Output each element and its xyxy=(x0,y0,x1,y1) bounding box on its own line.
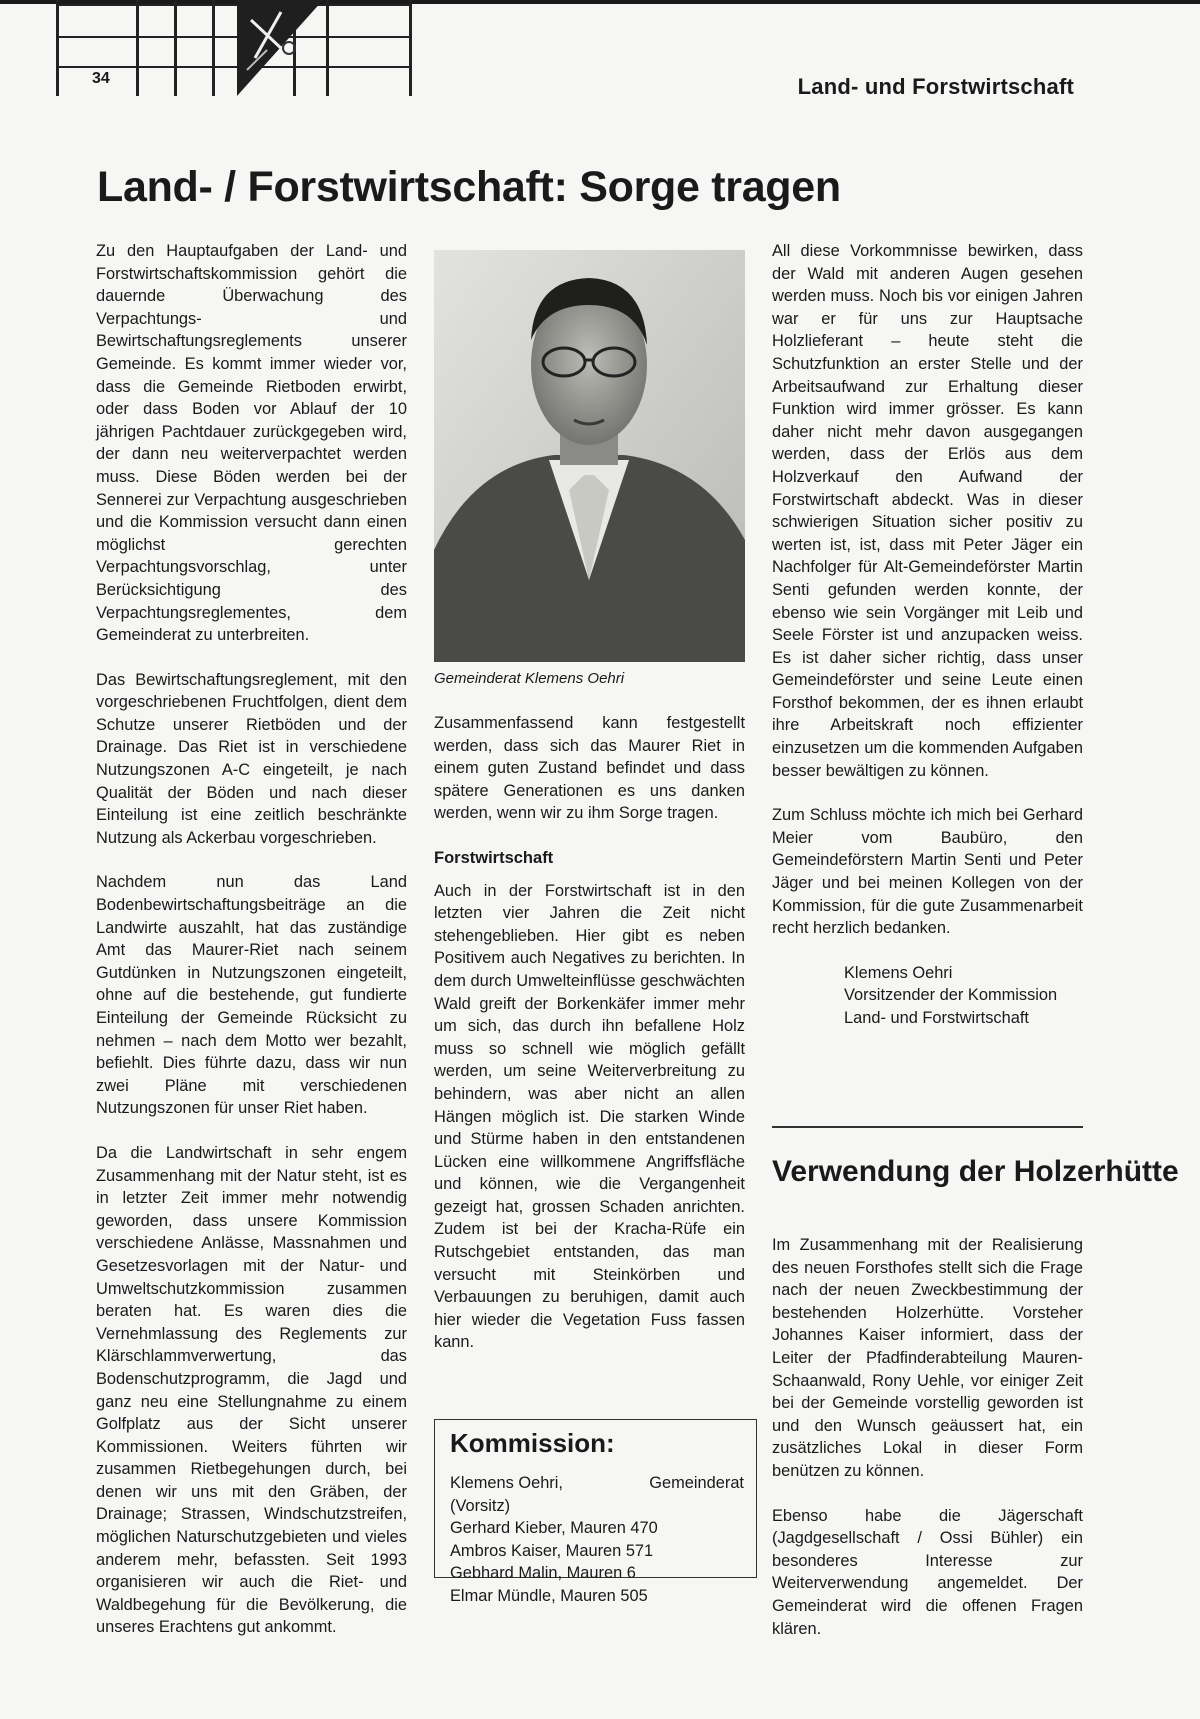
forestry-emblem-icon xyxy=(237,0,323,96)
article-divider xyxy=(772,1126,1083,1128)
article-paragraph: Da die Landwirtschaft in sehr engem Zusammenhang mit der Natur steht, ist es in letzter Zeit immer mehr notwendig geworden, dass unsere Kommission verschiedene Anlässe, Massnahmen und Gesetzesvorlagen mit der Natur- und Umweltschutzkommission zusammen beraten hat. Es waren dies die Vernehmlassung des Reglements zur Klärschlammverwertung, das Bodenschutzprogramm, die Jagd und ganz neu eine Stellungnahme zu einem Golfplatz aus der Sicht unserer Kommissionen. Weiters führten wir zusammen Rietbegehungen durch, bei denen wir uns mit den Gräben, der Drainage; Strassen, Windschutzstreifen, möglichen Naturschutzgebieten und vieles anderem mehr, befassten. Seit 1993 organisieren wir auch die Riet- und Waldbegehung für die Bevölkerung, die unseres Erachtens gut ankommt. xyxy=(96,1143,407,1637)
article-paragraph: Auch in der Forstwirtschaft ist in den letzten vier Jahren die Zeit nicht stehengeblieben. Hier gibt es neben Positivem auch Negatives zu berichten. In dem durch Umwelteinflüsse geschwächten Wald greift der Borkenkäfer immer mehr um sich, das durch ihn befallene Holz muss so schnell wie möglich gefällt werden, um seine Weiterverbreitung zu behindern, was aber nicht an allen Hängen möglich ist. Die starken Winde und Stürme haben in den entstandenen Lücken eine willkommene Angriffsfläche und können, wie die Vergangenheit gezeigt hat, grossen Schaden anrichten. Zudem ist bei der Kracha-Rüfe ein Rutschgebiet entstanden, das man versucht mit Steinkörben und Verbauungen zu beruhigen, damit auch hier wieder die Vegetation Fuss fassen kann. xyxy=(434,881,745,1352)
header-grid-line xyxy=(409,0,412,96)
kommission-member: Gebhard Malin, Mauren 6 xyxy=(450,1564,636,1582)
header-grid-line xyxy=(174,0,177,96)
kommission-member: Ambros Kaiser, Mauren 571 xyxy=(450,1541,654,1560)
article2-paragraph: Ebenso habe die Jägerschaft (Jagdgesellschaft / Ossi Bühler) ein besonderes Interesse zur Weiterverwendung angemeldet. Der Gemeinderat wird die offenen Fragen klären. xyxy=(772,1506,1083,1638)
header-grid-line xyxy=(56,66,412,68)
kommission-chair-name: Klemens Oehri, xyxy=(450,1474,563,1492)
signature-block xyxy=(772,962,1083,1030)
article-paragraph: Zu den Hauptaufgaben der Land- und Forstwirtschaftskommission gehört die dauernde Überwachung des Verpachtungs- und Bewirtschaftungsreglements unserer Gemeinde. Es kommt immer wieder vor, dass die Gemeinde Rietboden erwirbt, oder dass Boden vor Ablauf der 10 jährigen Pachtdauer zurückgegeben wird, der dann neu weiterverpachtet werden muss. Diese Böden werden bei der Sennerei zur Verpachtung ausgeschrieben und die Kommission versucht dann einen möglichst gerechten Verpachtungsvorschlag, unter Berücksichtigung des Verpachtungsreglementes, dem Gemeinderat zu unterbreiten. xyxy=(96,242,407,645)
kommission-box xyxy=(434,1419,757,1605)
article2-title: Verwendung der Holzerhütte xyxy=(772,1155,1179,1188)
article-title: Land- / Forstwirtschaft: Sorge tragen xyxy=(97,163,841,211)
article-paragraph: Nachdem nun das Land Bodenbewirtschaftungsbeiträge an die Landwirte auszahlt, hat das zuständige Amt das Maurer-Riet nach seinem Gutdünken in Nutzungszonen eingeteilt, ohne auf die bestehende, gut fundierte Einteilung der Gemeinde Rücksicht zu nehmen – nach dem Motto wer bezahlt, befiehlt. Dies führte dazu, dass wir nun zwei Pläne mit verschiedenen Nutzungszonen für unser Riet haben. xyxy=(96,873,407,1118)
kommission-title: Kommission: xyxy=(450,1428,615,1458)
kommission-member: Elmar Mündle, Mauren 505 xyxy=(450,1586,648,1605)
section-title: Land- und Forstwirtschaft xyxy=(797,74,1074,99)
article2-paragraph: Im Zusammenhang mit der Realisierung des neuen Forsthofes stellt sich die Frage nach der neuen Zweckbestimmung der bestehenden Holzerhütte. Vorsteher Johannes Kaiser informiert, dass der Leiter der Pfadfinderabteilung Mauren-Schaanwald, Rony Uehle, vor einiger Zeit bei der Gemeinde vorstellig geworden ist und den Wunsch geäussert hat, ein zusätzliches Lokal in dieser Form benützen zu können. xyxy=(772,1236,1083,1480)
portrait-illustration xyxy=(434,250,745,662)
photo-caption: Gemeinderat Klemens Oehri xyxy=(434,670,625,687)
header-grid-line xyxy=(136,0,139,96)
kommission-chair xyxy=(450,1472,744,1495)
article-column-1 xyxy=(96,240,407,1639)
kommission-member: Gerhard Kieber, Mauren 470 xyxy=(450,1519,658,1537)
article-paragraph: All diese Vorkommnisse bewirken, dass der Wald mit anderen Augen gesehen werden muss. Noch bis vor einigen Jahren war er für uns zur Hauptsache Holzlieferant – heute steht die Schutzfunktion an erster Stelle und der Arbeitsaufwand zur Erhaltung dieser Funktion wird immer grösser. Es kann daher nicht mehr davon ausgegangen werden, dass der Erlös aus dem Holzverkauf den Aufwand der Forstwirtschaft abdeckt. Was in dieser schwierigen Situation sicher positiv zu werten ist, ist, dass mit Peter Jäger ein Nachfolger für Alt-Gemeindeförster Martin Senti gefunden werden konnte, der ebenso wie sein Vorgänger mit Leib und Seele Förster ist und anzupacken weiss. Es ist daher sicher richtig, dass unser Gemeindeförster und seine Leute einen Forsthof bekommen, der es ihnen erlaubt ihre Arbeitskraft noch effizienter einzusetzen um die kommenden Aufgaben besser bewältigen zu können. xyxy=(772,242,1083,780)
article-paragraph: Das Bewirtschaftungsreglement, mit den vorgeschriebenen Fruchtfolgen, dient dem Schutze unserer Rietböden und der Drainage. Das Riet ist in verschiedene Nutzungszonen A-C eingeteilt, je nach Qualität der Böden und nach dieser Einteilung ist eine zeitlich beschränkte Nutzung als Ackerbau vorgeschrieben. xyxy=(96,670,407,847)
article-paragraph: Zusammenfassend kann festgestellt werden, dass sich das Maurer Riet in einem guten Zustand befindet und dass spätere Generationen es uns danken werden, wenn wir zu ihm Sorge tragen. xyxy=(434,714,745,823)
header-grid-line xyxy=(326,0,329,96)
header-grid-line xyxy=(56,4,412,6)
signature-role: Vorsitzender der Kommission xyxy=(844,986,1058,1005)
article-column-3 xyxy=(772,240,1083,1030)
signature-commission: Land- und Forstwirtschaft xyxy=(844,1009,1029,1027)
subheading-forstwirtschaft: Forstwirtschaft xyxy=(434,848,554,867)
article2-body xyxy=(772,1234,1083,1640)
signature-name: Klemens Oehri xyxy=(844,963,953,982)
article-paragraph: Zum Schluss möchte ich mich bei Gerhard Meier vom Baubüro, den Gemeindeförstern Martin Senti und Peter Jäger und bei meinen Kollegen von der Kommission, für die gute Zusammenarbeit recht herzlich bedanken. xyxy=(772,806,1083,938)
kommission-chair-note: (Vorsitz) xyxy=(450,1496,511,1515)
kommission-chair-role: Gemeinderat xyxy=(649,1474,744,1492)
article-column-2 xyxy=(434,712,745,1354)
header-grid-line xyxy=(56,36,412,38)
page-number: 34 xyxy=(92,70,110,87)
portrait-photo xyxy=(434,250,745,662)
header-grid-line xyxy=(56,0,59,96)
header-grid-line xyxy=(212,0,215,96)
